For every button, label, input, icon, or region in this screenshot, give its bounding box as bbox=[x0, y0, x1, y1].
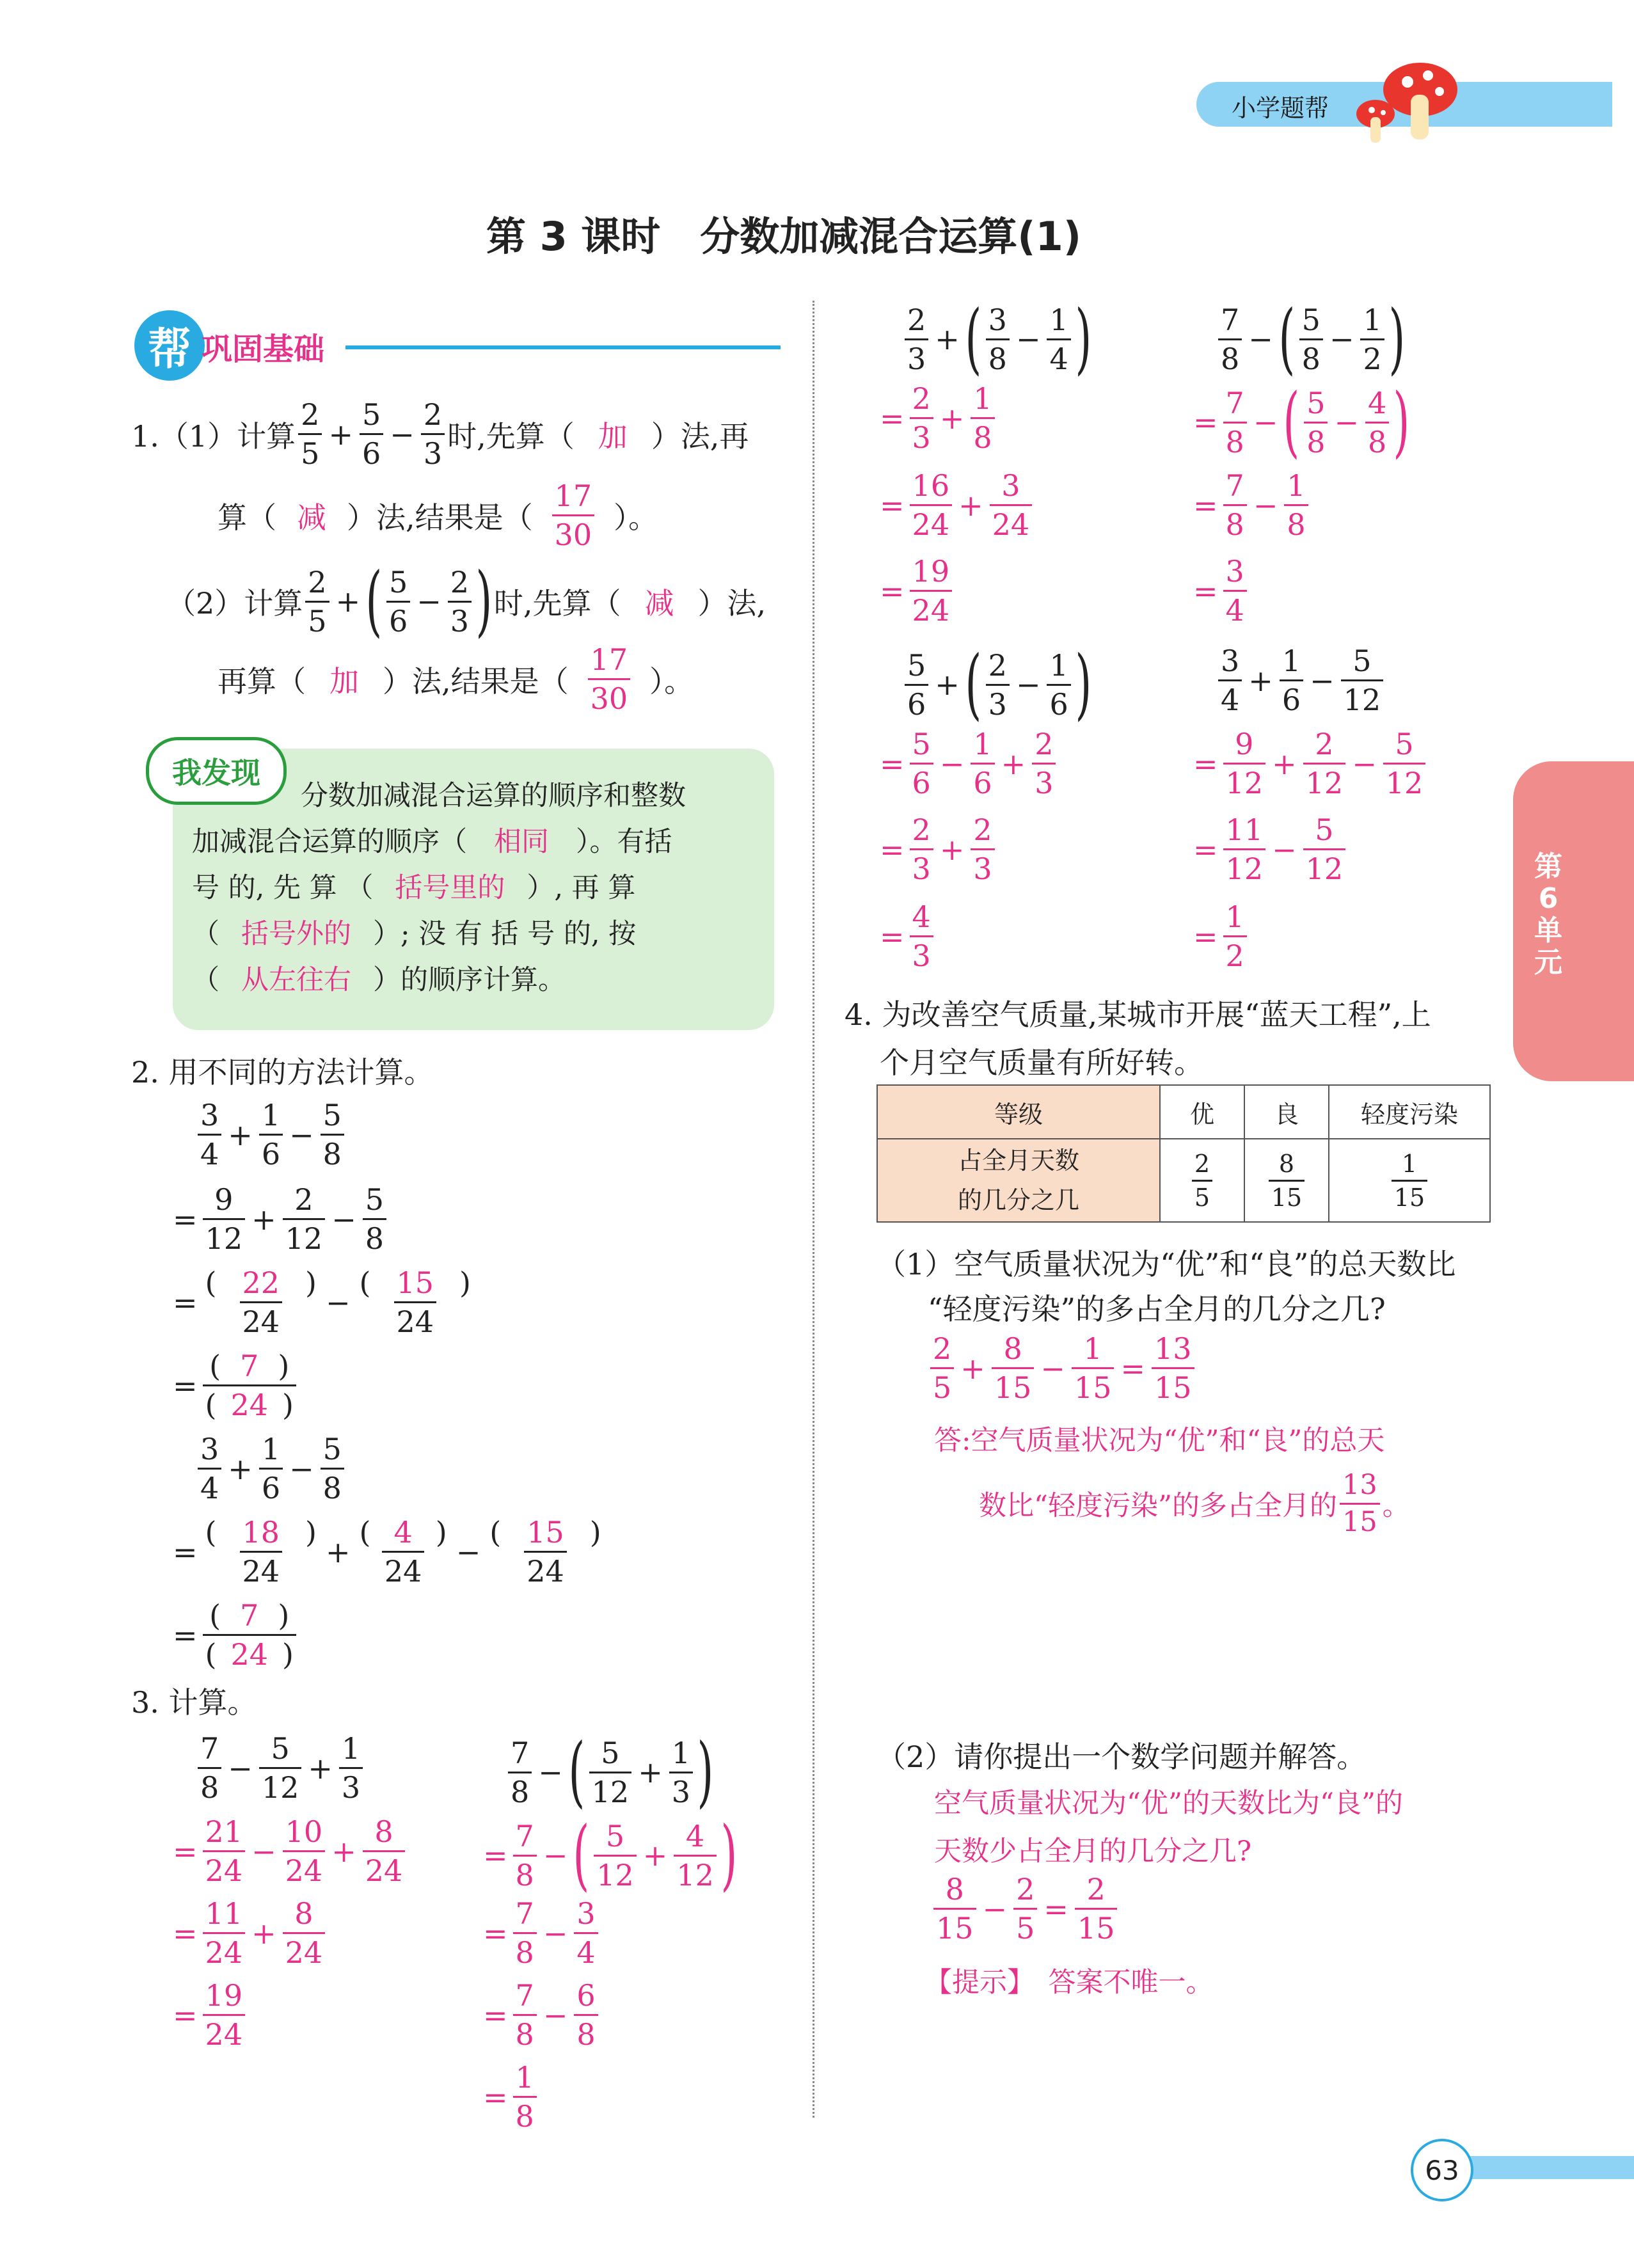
q1-part1-line1: 1.（1）计算 $\frac{2}{5}$ + $\frac{5}{6}$ − $\frac{2}{3}$ 时,先算（ 加 ）法,再 bbox=[131, 397, 749, 471]
q2-method2-step1: = $\frac{( 18 )}{24}$ + $\frac{( 4 )}{24}$ − $\frac{( 15 )}{24}$ bbox=[173, 1515, 601, 1589]
q3a-result: = $\frac{19}{24}$ bbox=[173, 1981, 248, 2049]
discovery-badge: 我发现 bbox=[146, 737, 287, 805]
q3b-expr: $\frac{7}{8}$ − ( $\frac{5}{12}$ + $\frac{1}{3}$ ) bbox=[505, 1734, 715, 1811]
q3a-step1: = $\frac{21}{24}$ − $\frac{10}{24}$ + $\frac{8}{24}$ bbox=[173, 1817, 408, 1885]
q3e-expr: $\frac{5}{6}$ + ( $\frac{2}{3}$ − $\frac{1}{6}$ ) bbox=[902, 646, 1093, 723]
discovery-line3: 号 的, 先 算 （ 括号里的 ）, 再 算 bbox=[192, 872, 636, 904]
q3f-step2: = $\frac{11}{12}$ − $\frac{5}{12}$ bbox=[1193, 815, 1348, 884]
badge-icon: 帮 bbox=[134, 310, 205, 381]
badge-text: 巩固基础 bbox=[202, 331, 325, 367]
q3c-step1: = $\frac{2}{3}$ + $\frac{1}{8}$ bbox=[880, 384, 997, 452]
q2-method2-expr: $\frac{3}{4}$ + $\frac{1}{6}$ − $\frac{5}{8}$ bbox=[195, 1434, 347, 1503]
q3b-step3: = $\frac{7}{8}$ − $\frac{6}{8}$ bbox=[483, 1981, 601, 2049]
page-title: 第 3 课时 分数加减混合运算(1) bbox=[486, 213, 1082, 260]
q3a-expr: $\frac{7}{8}$ − $\frac{5}{12}$ + $\frac{1}{3}$ bbox=[195, 1734, 365, 1802]
q4-line2: 个月空气质量有所好转。 bbox=[880, 1045, 1203, 1080]
badge-underline bbox=[345, 345, 781, 349]
q2-label: 2. 用不同的方法计算。 bbox=[131, 1055, 434, 1090]
q3c-expr: $\frac{2}{3}$ + ( $\frac{3}{8}$ − $\frac{1}{4}$ ) bbox=[902, 301, 1093, 377]
q1-part2-line1: （2）计算 $\frac{2}{5}$ + ( $\frac{5}{6}$ − $\frac{2}{3}$ ) 时,先算（ 减 ）法, bbox=[166, 557, 766, 646]
q3d-expr: $\frac{7}{8}$ − ( $\frac{5}{8}$ − $\frac{1}{2}$ ) bbox=[1216, 301, 1407, 377]
table-header: 优 bbox=[1160, 1085, 1244, 1139]
answer-fraction: $\frac{17}{30}$ bbox=[552, 481, 595, 550]
q4-line1: 4. 为改善空气质量,某城市开展“蓝天工程”,上 bbox=[845, 997, 1431, 1032]
answer-blank: 加 bbox=[598, 418, 628, 454]
unit-side-tab-label: 第 6 单 元 bbox=[1534, 850, 1562, 979]
q4-sub2-label: （2）请你提出一个数学问题并解答。 bbox=[876, 1740, 1367, 1774]
discovery-line2: 加减混合运算的顺序（ 相同 ）。有括 bbox=[192, 826, 672, 858]
q3d-step1: = $\frac{7}{8}$ − ( $\frac{5}{8}$ − $\frac{4}{8}$ ) bbox=[1193, 377, 1410, 466]
air-quality-table: 等级 优 良 轻度污染 占全月天数 的几分之几 $\frac{2}{5}$ $\frac{8}{15}$ $\frac{1}{15}$ bbox=[876, 1084, 1491, 1223]
q4-sub2-question-line2: 天数少占全月的几分之几? bbox=[934, 1836, 1252, 1868]
q4-sub1-answer-line2: 数比“轻度污染”的多占全月的 $\frac{13}{15}$ 。 bbox=[979, 1469, 1410, 1538]
q2-method1-expr: $\frac{3}{4}$ + $\frac{1}{6}$ − $\frac{5}{8}$ bbox=[195, 1100, 347, 1169]
q2-method2-result: = $\frac{( 7 )}{( 24 )}$ bbox=[173, 1601, 299, 1669]
table-header: 等级 bbox=[877, 1085, 1160, 1139]
q3e-result: = $\frac{4}{3}$ bbox=[880, 902, 936, 971]
q3e-step1: = $\frac{5}{6}$ − $\frac{1}{6}$ + $\frac{2}{3}$ bbox=[880, 729, 1058, 798]
q2-method1-step1: = $\frac{9}{12}$ + $\frac{2}{12}$ − $\frac{5}{8}$ bbox=[173, 1185, 389, 1253]
q2-method1-step2: = $\frac{( 22 )}{24}$ − $\frac{( 15 )}{24}$ bbox=[173, 1265, 471, 1339]
footer-band bbox=[1459, 2156, 1634, 2179]
q3f-step1: = $\frac{9}{12}$ + $\frac{2}{12}$ − $\frac{5}{12}$ bbox=[1193, 729, 1428, 798]
q4-sub2-question-line1: 空气质量状况为“优”的天数比为“良”的 bbox=[934, 1788, 1403, 1820]
q3b-step2: = $\frac{7}{8}$ − $\frac{3}{4}$ bbox=[483, 1899, 601, 1967]
q2-method1-result: = $\frac{( 7 )}{( 24 )}$ bbox=[173, 1351, 299, 1420]
q3f-result: = $\frac{1}{2}$ bbox=[1193, 902, 1249, 971]
q4-sub1-answer-line1: 答:空气质量状况为“优”和“良”的总天 bbox=[934, 1425, 1385, 1457]
q3a-step2: = $\frac{11}{24}$ + $\frac{8}{24}$ bbox=[173, 1899, 328, 1967]
table-header: 轻度污染 bbox=[1329, 1085, 1490, 1139]
q3f-expr: $\frac{3}{4}$ + $\frac{1}{6}$ − $\frac{5}{12}$ bbox=[1216, 646, 1386, 715]
table-row-label: 占全月天数 的几分之几 bbox=[877, 1139, 1160, 1222]
discovery-line4: （ 括号外的 ）; 没 有 括 号 的, 按 bbox=[192, 918, 637, 950]
discovery-line5: （ 从左往右 ）的顺序计算。 bbox=[192, 964, 566, 996]
q4-hint: 【提示】 答案不唯一。 bbox=[924, 1967, 1214, 1999]
q3c-step2: = $\frac{16}{24}$ + $\frac{3}{24}$ bbox=[880, 471, 1035, 539]
discovery-line1: 分数加减混合运算的顺序和整数 bbox=[301, 780, 686, 812]
column-divider bbox=[813, 301, 814, 2118]
q3-label: 3. 计算。 bbox=[131, 1685, 257, 1720]
q3d-step2: = $\frac{7}{8}$ − $\frac{1}{8}$ bbox=[1193, 471, 1311, 539]
q3e-step2: = $\frac{2}{3}$ + $\frac{2}{3}$ bbox=[880, 815, 997, 884]
q1-part2-line2: 再算（ 加 ）法,结果是（ $\frac{17}{30}$ ）。 bbox=[218, 642, 694, 716]
q1-part1-line2: 算（ 减 ）法,结果是（ $\frac{17}{30}$ ）。 bbox=[218, 479, 658, 552]
q4-sub1-line2: “轻度污染”的多占全月的几分之几? bbox=[928, 1292, 1386, 1326]
q4-sub1-calc: $\frac{2}{5}$ + $\frac{8}{15}$ − $\frac{1}{15}$ = $\frac{13}{15}$ bbox=[928, 1334, 1197, 1402]
q3d-result: = $\frac{3}{4}$ bbox=[1193, 557, 1249, 625]
q3b-result: = $\frac{1}{8}$ bbox=[483, 2063, 539, 2131]
q3b-step1: = $\frac{7}{8}$ − ( $\frac{5}{12}$ + $\frac{4}{12}$ ) bbox=[483, 1811, 738, 1899]
brand-label: 小学题帮 bbox=[1232, 94, 1329, 122]
q4-sub2-calc: $\frac{8}{15}$ − $\frac{2}{5}$ = $\frac{2}{15}$ bbox=[931, 1875, 1120, 1943]
q4-sub1-line1: （1）空气质量状况为“优”和“良”的总天数比 bbox=[876, 1247, 1456, 1281]
q3c-result: = $\frac{19}{24}$ bbox=[880, 557, 955, 625]
mushroom-logo bbox=[1344, 56, 1465, 146]
page-number: 63 bbox=[1411, 2139, 1473, 2201]
table-header: 良 bbox=[1244, 1085, 1329, 1139]
